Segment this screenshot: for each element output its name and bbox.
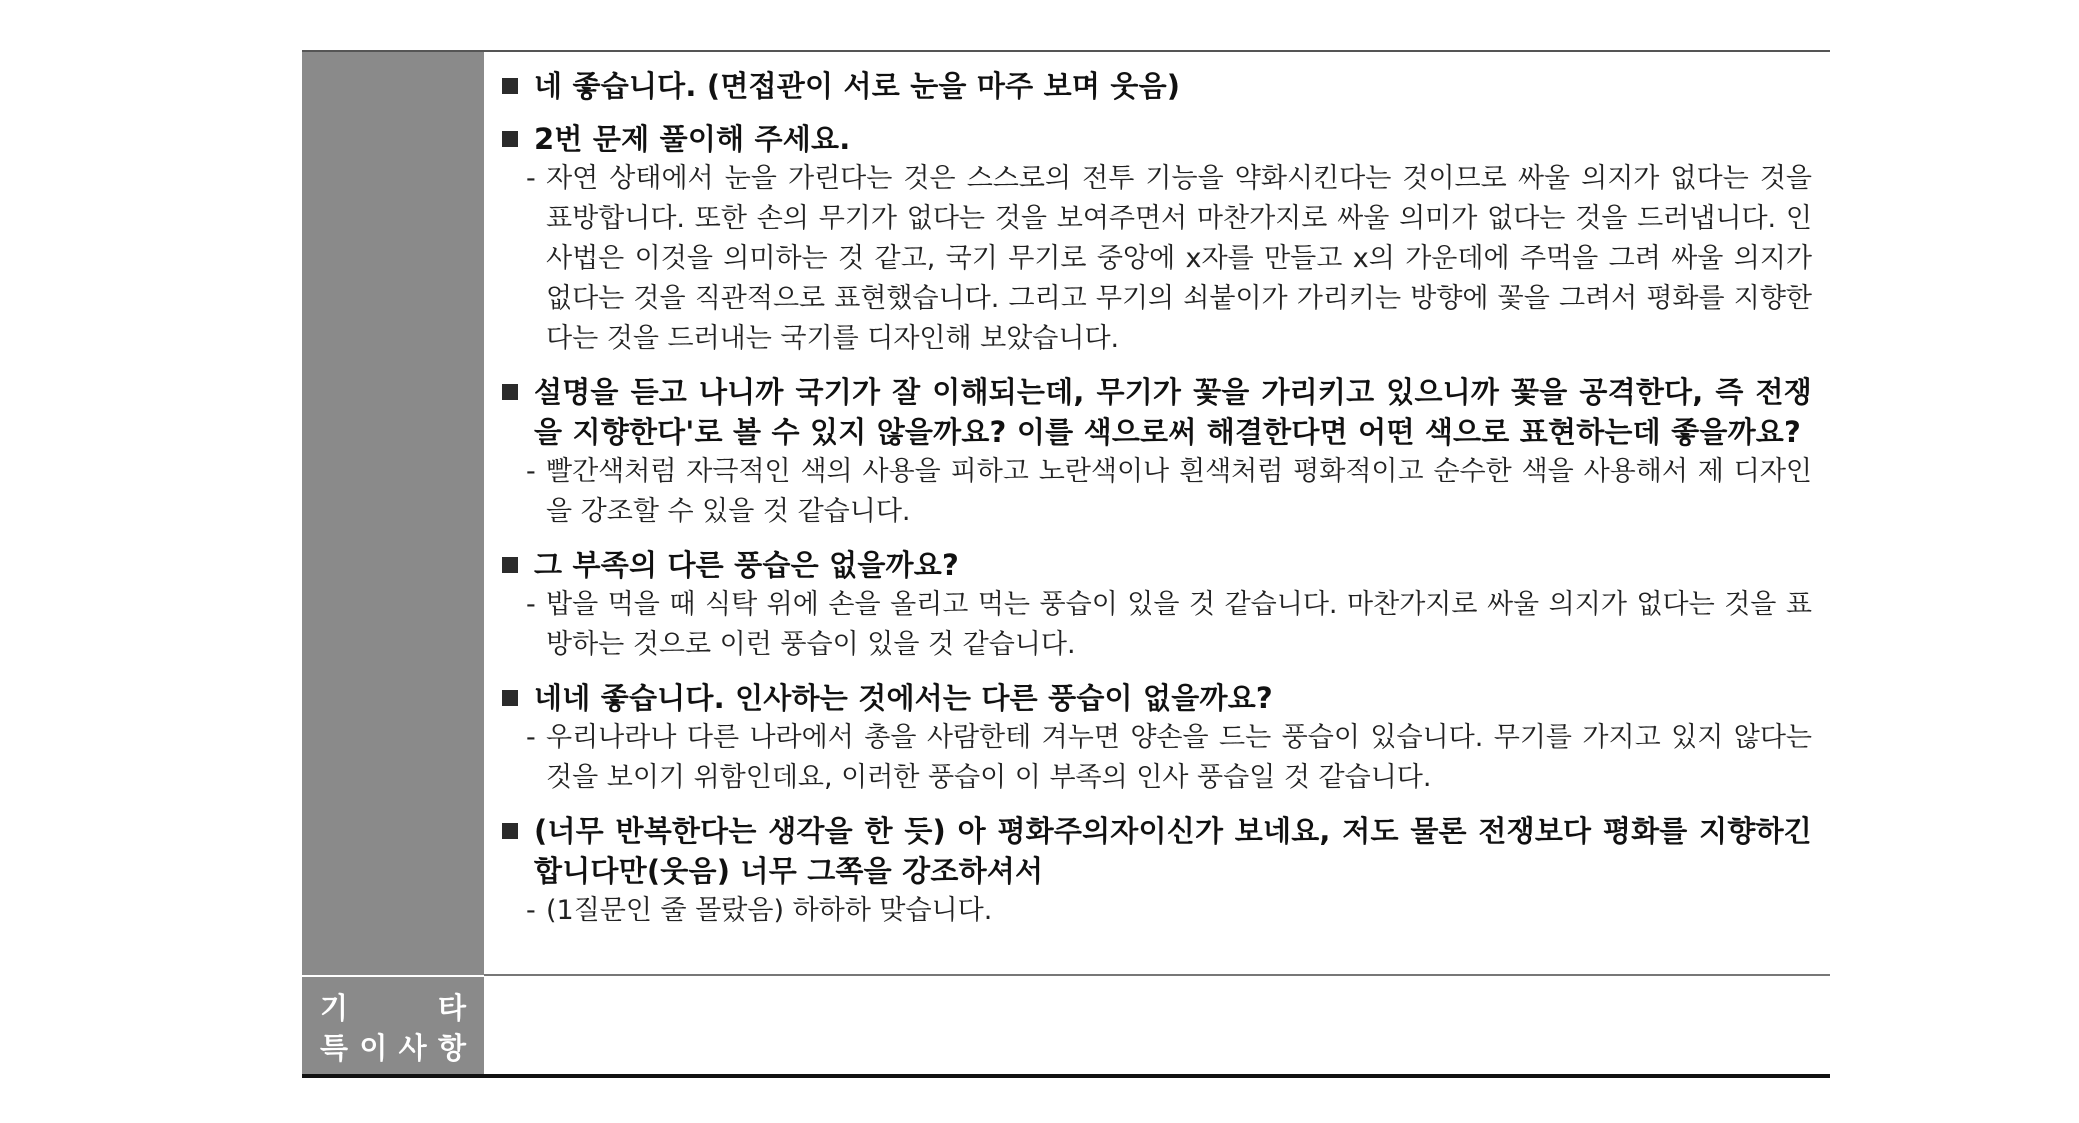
question-item <box>502 119 1812 159</box>
question-item <box>502 66 1812 106</box>
etc-label-char: 특 <box>320 1031 349 1065</box>
square-bullet-icon <box>502 384 518 400</box>
row-divider <box>484 974 1830 976</box>
answer-item <box>526 159 1812 359</box>
etc-notes-label <box>320 988 466 1068</box>
etc-label-line2 <box>320 1028 466 1068</box>
answer-item <box>526 718 1812 798</box>
dash-marker: - <box>526 589 536 620</box>
etc-label-char: 항 <box>437 1031 466 1065</box>
table-bottom-rule <box>302 1074 1830 1078</box>
question-item <box>502 372 1812 452</box>
etc-label-char: 사 <box>398 1031 427 1065</box>
label-column <box>302 52 484 1074</box>
question-text: 네네 좋습니다. 인사하는 것에서는 다른 풍습이 없을까요? <box>534 681 1273 715</box>
dash-marker: - <box>526 895 536 926</box>
answer-item <box>526 452 1812 532</box>
question-item <box>502 811 1812 891</box>
answer-text: 밥을 먹을 때 식탁 위에 손을 올리고 먹는 풍습이 있을 것 같습니다. 마찬가지로 싸울 의지가 없다는 것을 표방하는 것으로 이런 풍습이 있을 것 같습니다. <box>546 589 1812 660</box>
question-text: 2번 문제 풀이해 주세요. <box>534 122 851 156</box>
dash-marker: - <box>526 456 536 487</box>
question-text: (너무 반복한다는 생각을 한 듯) 아 평화주의자이신가 보네요, 저도 물론 전쟁보다 평화를 지향하긴 합니다만(웃음) 너무 그쪽을 강조하셔서 <box>534 814 1812 888</box>
dash-marker: - <box>526 722 536 753</box>
square-bullet-icon <box>502 690 518 706</box>
square-bullet-icon <box>502 823 518 839</box>
question-text: 네 좋습니다. (면접관이 서로 눈을 마주 보며 웃음) <box>534 69 1181 103</box>
label-column-divider <box>302 975 484 977</box>
question-text: 그 부족의 다른 풍습은 없을까요? <box>534 548 959 582</box>
etc-label-char: 타 <box>437 991 466 1025</box>
answer-text: 자연 상태에서 눈을 가린다는 것은 스스로의 전투 기능을 약화시킨다는 것이므로 싸울 의지가 없다는 것을 표방합니다. 또한 손의 무기가 없다는 것을 보여주면서 마찬가지로 싸울 의미가 없다는 것을 드러냅니다. 인사법은 이것을 의미하는 것 같고, 국기 무기로 중앙에 x자를 만들고 x의 가운데에 주먹을 그려 싸울 의지가 없다는 것을 직관적으로 표현했습니다. 그리고 무기의 쇠붙이가 가리키는 방향에 꽃을 그려서 평화를 지향한다는 것을 드러내는 국기를 디자인해 보았습니다. <box>546 163 1812 354</box>
answer-text: 우리나라나 다른 나라에서 총을 사람한테 겨누면 양손을 드는 풍습이 있습니다. 무기를 가지고 있지 않다는 것을 보이기 위함인데요, 이러한 풍습이 이 부족의 인사 풍습일 것 같습니다. <box>546 722 1812 793</box>
question-item <box>502 545 1812 585</box>
square-bullet-icon <box>502 78 518 94</box>
etc-label-char: 이 <box>359 1031 388 1065</box>
table-top-rule <box>302 50 1830 52</box>
qa-content <box>502 66 1812 931</box>
question-text: 설명을 듣고 나니까 국기가 잘 이해되는데, 무기가 꽃을 가리키고 있으니까 꽃을 공격한다, 즉 전쟁을 지향한다'로 볼 수 있지 않을까요? 이를 색으로써 해결한다면 어떤 색으로 표현하는데 좋을까요? <box>534 375 1812 449</box>
interview-record-table <box>302 50 1830 1078</box>
answer-text: 빨간색처럼 자극적인 색의 사용을 피하고 노란색이나 흰색처럼 평화적이고 순수한 색을 사용해서 제 디자인을 강조할 수 있을 것 같습니다. <box>546 456 1812 527</box>
answer-text: (1질문인 줄 몰랐음) 하하하 맞습니다. <box>546 895 993 926</box>
square-bullet-icon <box>502 131 518 147</box>
square-bullet-icon <box>502 557 518 573</box>
question-item <box>502 678 1812 718</box>
answer-item <box>526 585 1812 665</box>
etc-label-char: 기 <box>320 991 349 1025</box>
answer-item <box>526 891 1812 931</box>
dash-marker: - <box>526 163 536 194</box>
etc-label-line1 <box>320 988 466 1028</box>
